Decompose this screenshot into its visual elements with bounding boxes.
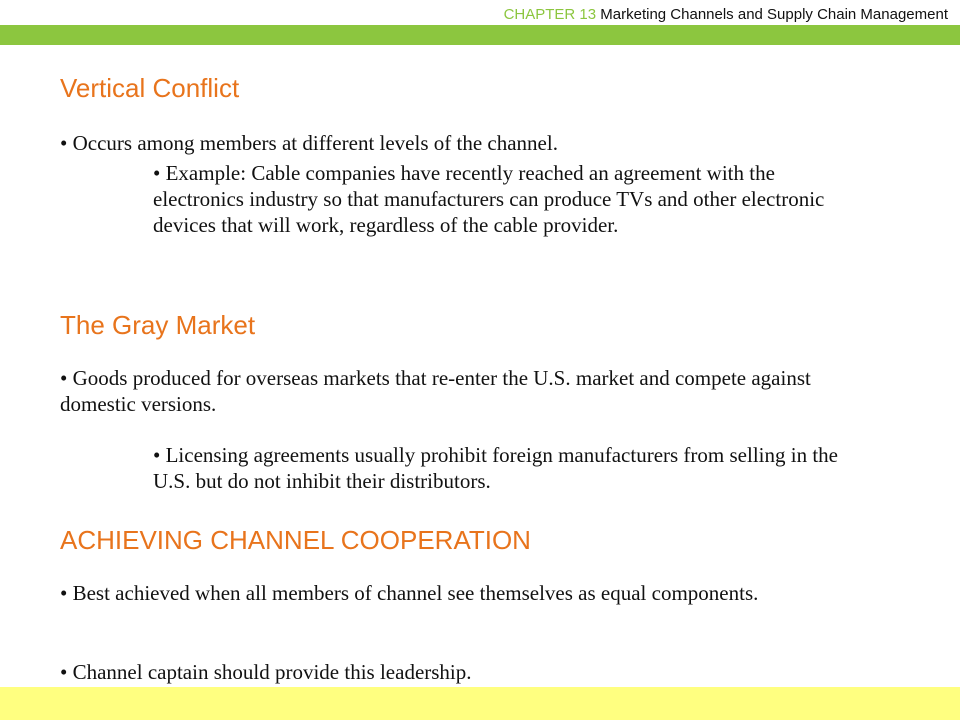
chapter-title: Marketing Channels and Supply Chain Management xyxy=(596,6,948,23)
heading-gray-market: The Gray Market xyxy=(60,310,256,340)
heading-vertical-conflict: Vertical Conflict xyxy=(60,73,240,103)
footer-bar xyxy=(0,687,960,720)
bullet-gray-1: • Goods produced for overseas markets that re-enter the U.S. market and compete against domestic versions. xyxy=(60,366,811,416)
bullet-vertical-2: • Example: Cable companies have recently reached an agreement with the electronics industry so that manufacturers can produce TVs and other electronic devices that will work, regardless of the cable provider. xyxy=(153,161,825,237)
chapter-number: CHAPTER 13 xyxy=(503,6,597,23)
header-bar xyxy=(0,25,960,45)
chapter-header xyxy=(504,6,948,23)
bullet-cooperation-2: • Channel captain should provide this leadership. xyxy=(60,660,472,684)
bullet-vertical-1: • Occurs among members at different levels of the channel. xyxy=(60,131,558,155)
heading-channel-cooperation: ACHIEVING CHANNEL COOPERATION xyxy=(60,525,531,555)
bullet-gray-2: • Licensing agreements usually prohibit foreign manufacturers from selling in the U.S. but do not inhibit their distributors. xyxy=(153,443,838,493)
bullet-cooperation-1: • Best achieved when all members of channel see themselves as equal components. xyxy=(60,581,759,605)
